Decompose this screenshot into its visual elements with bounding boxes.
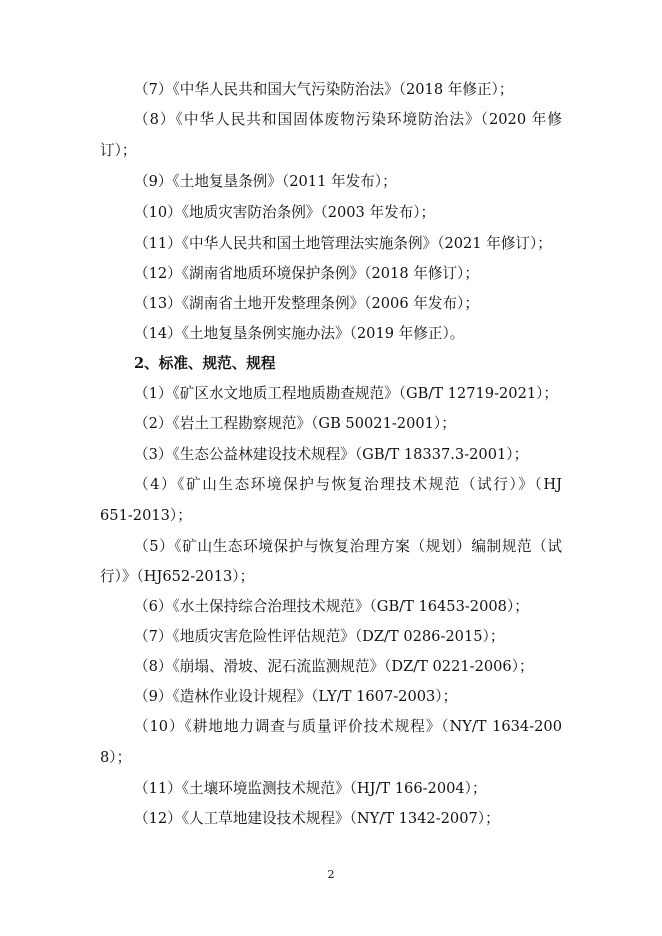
standard-item: （1）《矿区水文地质工程地质勘查规范》（GB/T 12719-2021）；: [134, 385, 559, 402]
standard-item: （8）《崩塌、滑坡、泥石流监测规范》（DZ/T 0221-2006）；: [134, 658, 534, 675]
regulation-item: （12）《湖南省地质环境保护条例》（2018 年修订）；: [134, 265, 479, 282]
regulation-item: （9）《土地复垦条例》（2011 年发布）；: [134, 173, 397, 190]
regulation-item: （8）《中华人民共和国固体废物污染环境防治法》（2020 年修: [134, 111, 562, 128]
regulation-item: （7）《中华人民共和国大气污染防治法》（2018 年修正）；: [134, 81, 514, 98]
standard-item: （10）《耕地地力调查与质量评价技术规程》（NY/T 1634-200: [134, 718, 562, 735]
section-heading: 2、标准、规范、规程: [134, 355, 276, 372]
standard-item: （5）《矿山生态环境保护与恢复治理方案（规划）编制规范（试: [134, 538, 562, 555]
regulation-item: （13）《湖南省土地开发整理条例》（2006 年发布）；: [134, 295, 479, 312]
standard-item: （12）《人工草地建设技术规程》（NY/T 1342-2007）；: [134, 810, 500, 827]
page-number: 2: [327, 868, 335, 881]
standard-item: （4）《矿山生态环境保护与恢复治理技术规范（试行）》（HJ: [134, 476, 562, 493]
standard-item: （6）《水土保持综合治理技术规范》（GB/T 16453-2008）；: [134, 598, 529, 615]
standard-item: （2）《岩土工程勘察规范》（GB 50021-2001）；: [134, 415, 456, 432]
standard-item: （11）《土壤环境监测技术规范》（HJ/T 166-2004）；: [134, 780, 487, 797]
standard-item-continued: 651-2013）；: [100, 507, 192, 524]
standard-item-continued: 行）》（HJ652-2013）；: [100, 568, 255, 585]
regulation-item: （10）《地质灾害防治条例》（2003 年发布）；: [134, 204, 436, 221]
standard-item: （7）《地质灾害危险性评估规范》（DZ/T 0286-2015）；: [134, 628, 505, 645]
regulation-item-continued: 订）；: [100, 142, 137, 159]
regulation-item: （14）《土地复垦条例实施办法》（2019 年修正）。: [134, 325, 465, 342]
standard-item-continued: 8）；: [100, 749, 132, 766]
regulation-item: （11）《中华人民共和国土地管理法实施条例》（2021 年修订）；: [134, 235, 552, 252]
standard-item: （9）《造林作业设计规程》（LY/T 1607-2003）；: [134, 688, 458, 705]
standard-item: （3）《生态公益林建设技术规程》（GB/T 18337.3-2001）；: [134, 446, 529, 463]
